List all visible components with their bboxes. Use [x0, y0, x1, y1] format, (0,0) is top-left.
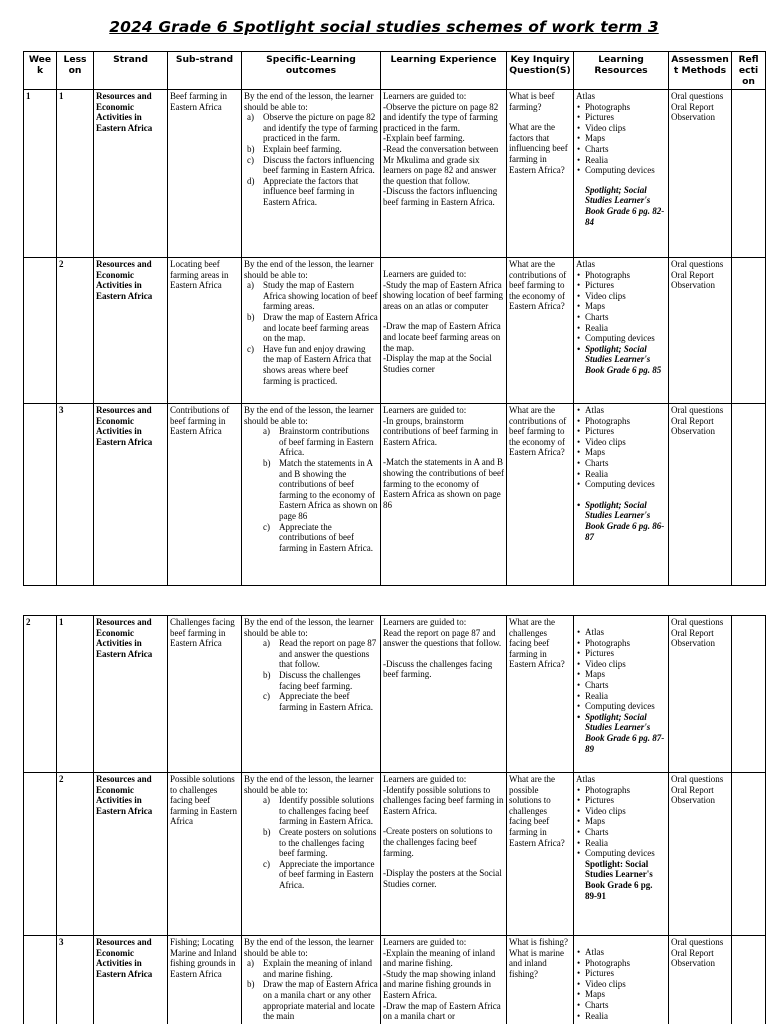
experience-cell — [381, 773, 507, 936]
header-key-question: Key Inquiry Question(S) — [507, 52, 574, 90]
resource-item: • Photographs — [585, 416, 666, 427]
assessment-item: Observation — [671, 638, 715, 649]
assessment-item: Observation — [671, 426, 715, 437]
resources-cell — [574, 90, 669, 258]
outcomes-cell — [242, 616, 381, 773]
substrand-cell: Challenges facing beef farming in Eastern Africa — [168, 616, 242, 773]
reflection-cell — [732, 936, 766, 1024]
outcome-item: Brainstorm contributions of beef farming in Eastern Africa. — [279, 426, 374, 458]
resource-item: • Maps — [585, 989, 666, 1000]
assessment-cell — [669, 258, 732, 404]
resource-item: • Computing devices — [585, 848, 666, 859]
assessment-item: Oral questions — [671, 774, 724, 784]
assessment-item: Observation — [671, 958, 715, 969]
strand-cell: Resources and Economic Activities in Eastern Africa — [94, 773, 168, 936]
key-question: What are the factors that influencing beef farming in Eastern Africa? — [509, 122, 568, 175]
substrand-cell: Contributions of beef farming in Eastern Africa — [168, 404, 242, 586]
experience-item: -In groups, brainstorm contributions of beef farming in Eastern Africa. — [383, 415, 498, 447]
assessment-cell — [669, 936, 732, 1024]
experience-intro: Learners are guided to: — [383, 617, 467, 627]
textbook-reference: • Spotlight; Social Studies Learner's Book Grade 6 pg. 87-89 — [585, 712, 666, 754]
experience-intro: Learners are guided to: — [383, 774, 467, 784]
resource-item: • Atlas — [585, 405, 666, 416]
key-question-cell — [507, 258, 574, 404]
outcome-item: Create posters on solutions to the challenges facing beef farming. — [279, 826, 377, 859]
outcome-item: Appreciate the factors that influence beef farming in Eastern Africa. — [263, 175, 359, 207]
resource-item: • Photographs — [585, 270, 666, 281]
resource-item: • Pictures — [585, 426, 666, 437]
reflection-cell — [732, 404, 766, 586]
header-assessment: Assessmen t Methods — [669, 52, 732, 90]
outcome-item: Read the report on page 87 and answer the questions that follow. — [279, 638, 377, 670]
lesson-cell: 1 — [57, 616, 94, 773]
textbook-reference: • Spotlight; Social Studies Learner's Book Grade 6 pg. 85 — [585, 344, 666, 376]
experience-item: -Discuss the challenges facing beef farming. — [383, 658, 493, 680]
experience-cell — [381, 404, 507, 586]
assessment-item: Observation — [671, 795, 715, 806]
key-question: What is beef farming? — [509, 91, 555, 112]
resource-item: • Pictures — [585, 648, 666, 659]
week-cell: 1 — [24, 90, 57, 258]
lesson-cell: 2 — [57, 773, 94, 936]
assessment-cell — [669, 773, 732, 936]
outcomes-list — [244, 958, 378, 1022]
resource-item: • Photographs — [585, 785, 666, 796]
header-experience: Learning Experience — [381, 52, 507, 90]
substrand-cell: Locating beef farming areas in Eastern Africa — [168, 258, 242, 404]
resources-cell — [574, 773, 669, 936]
resource-item: • Realia — [585, 323, 666, 334]
key-question: What are the contributions of beef farming to the economy of Eastern Africa? — [509, 405, 567, 458]
resource-item: • Photographs — [585, 638, 666, 649]
assessment-item: Oral Report — [671, 627, 714, 638]
textbook-reference: • Spotlight; Social Studies Learner's Book Grade 6 pg. 86-87 — [585, 500, 666, 542]
outcomes-list — [244, 638, 378, 712]
experience-item: -Match the statements in A and B showing the contributions of beef farming to the economy of Eastern Africa as shown on page 86 — [383, 457, 504, 510]
resources-list — [576, 270, 666, 376]
experience-intro: Learners are guided to: — [383, 269, 467, 279]
key-question-cell — [507, 90, 574, 258]
table-row — [24, 773, 766, 936]
experience-cell — [381, 616, 507, 773]
assessment-item: Oral questions — [671, 259, 724, 269]
outcome-item: Appreciate the contributions of beef farming in Eastern Africa. — [279, 521, 373, 553]
strand-cell: Resources and Economic Activities in Eastern Africa — [94, 90, 168, 258]
outcomes-intro: By the end of the lesson, the learner should be able to: — [244, 405, 374, 426]
experience-item: -Explain beef farming. — [383, 133, 465, 144]
outcome-item: Explain the meaning of inland and marine fishing. — [263, 958, 372, 979]
outcome-item: Study the map of Eastern Africa showing location of beef farming areas. — [263, 280, 378, 312]
assessment-item: Oral Report — [671, 101, 714, 112]
key-question-cell — [507, 936, 574, 1024]
outcomes-cell — [242, 90, 381, 258]
assessment-item: Oral Report — [671, 269, 714, 280]
header-resources: Learning Resources — [574, 52, 669, 90]
strand-cell: Resources and Economic Activities in Eastern Africa — [94, 616, 168, 773]
resource-item: • Photographs — [585, 102, 666, 113]
outcomes-list — [244, 112, 378, 207]
outcome-item: Discuss the factors influencing beef farming in Eastern Africa. — [263, 154, 375, 176]
key-question: What is fishing? — [509, 937, 568, 947]
key-question-cell — [507, 404, 574, 586]
experience-intro: Learners are guided to: — [383, 405, 467, 415]
resource-item: • Charts — [585, 827, 666, 838]
outcome-item: Draw the map of Eastern Africa and locate beef farming areas on the map. — [263, 311, 378, 344]
scheme-table-week-2 — [23, 615, 766, 1024]
resource-item: • Realia — [585, 1011, 666, 1022]
assessment-item: Oral questions — [671, 91, 724, 101]
assessment-item: Oral questions — [671, 405, 724, 415]
header-lesson: Less on — [57, 52, 94, 90]
week-cell — [24, 936, 57, 1024]
outcome-item: Appreciate the beef farming in Eastern Africa. — [279, 691, 373, 712]
resource-item: Atlas — [576, 774, 595, 784]
outcomes-intro: By the end of the lesson, the learner should be able to: — [244, 259, 374, 280]
textbook-list — [576, 500, 666, 542]
outcomes-intro: By the end of the lesson, the learner should be able to: — [244, 774, 374, 795]
experience-item: -Study the map showing inland and marine fishing grounds in Eastern Africa. — [383, 968, 496, 1000]
resource-item: • Computing devices — [585, 165, 666, 176]
resource-item: • Realia — [585, 155, 666, 166]
assessment-item: Observation — [671, 112, 715, 123]
resource-item: • Computing devices — [585, 479, 666, 490]
scheme-table-week-1 — [23, 51, 766, 586]
experience-item: -Draw the map of Eastern Africa and locate beef farming areas on the map. — [383, 321, 501, 353]
outcomes-list — [244, 426, 378, 553]
outcomes-list — [244, 795, 378, 890]
resource-item: • Charts — [585, 144, 666, 155]
header-reflection: Refl ecti on — [732, 52, 766, 90]
textbook-reference: Spotlight: Social Studies Learner's Book Grade 6 pg. 89-91 — [585, 858, 653, 901]
resources-list — [576, 405, 666, 490]
experience-item: Read the report on page 87 and answer the questions that follow. — [383, 627, 502, 649]
header-strand: Strand — [94, 52, 168, 90]
experience-item: -Read the conversation between Mr Mkulima and grade six learners on page 82 and answer the question that follow. — [383, 143, 499, 186]
assessment-item: Oral questions — [671, 617, 724, 627]
experience-cell — [381, 90, 507, 258]
table-row — [24, 404, 766, 586]
experience-cell — [381, 258, 507, 404]
resource-item: • Computing devices — [585, 701, 666, 712]
resource-item: • Maps — [585, 133, 666, 144]
header-outcomes: Specific-Learning outcomes — [242, 52, 381, 90]
week-cell — [24, 773, 57, 936]
resource-item: Atlas — [576, 259, 595, 269]
key-question: What are the challenges facing beef farming in Eastern Africa? — [509, 617, 565, 670]
outcome-item: Identify possible solutions to challenges facing beef farming in Eastern Africa. — [279, 795, 374, 827]
substrand-cell: Fishing; Locating Marine and Inland fishing grounds in Eastern Africa — [168, 936, 242, 1024]
week-cell — [24, 404, 57, 586]
key-question: What is marine and inland fishing? — [509, 947, 564, 979]
resource-item: • Charts — [585, 458, 666, 469]
resource-item: • Video clips — [585, 659, 666, 670]
lesson-cell: 2 — [57, 258, 94, 404]
reflection-cell — [732, 616, 766, 773]
resource-item: • Realia — [585, 469, 666, 480]
resource-item: • Maps — [585, 669, 666, 680]
assessment-cell — [669, 616, 732, 773]
key-question: What are the contributions of beef farming to the economy of Eastern Africa? — [509, 259, 567, 312]
experience-intro: Learners are guided to: — [383, 91, 467, 101]
table-row — [24, 616, 766, 773]
resource-item: • Pictures — [585, 112, 666, 123]
experience-item: -Create posters on solutions to the challenges facing beef farming. — [383, 826, 493, 858]
strand-cell: Resources and Economic Activities in Eastern Africa — [94, 404, 168, 586]
outcomes-cell — [242, 773, 381, 936]
textbook-reference: Spotlight; Social Studies Learner's Book Grade 6 pg. 82-84 — [585, 184, 665, 227]
resources-cell — [574, 404, 669, 586]
week-cell: 2 — [24, 616, 57, 773]
resource-item: • Realia — [585, 838, 666, 849]
header-week: Wee k — [24, 52, 57, 90]
resource-item: • Maps — [585, 301, 666, 312]
resource-item: • Computing devices — [585, 333, 666, 344]
experience-item: -Study the map of Eastern Africa showing location of beef farming areas on an atlas or computer — [383, 279, 503, 311]
experience-item: -Observe the picture on page 82 and identify the type of farming practiced in the farm. — [383, 101, 499, 133]
resource-item: Atlas — [576, 91, 595, 101]
experience-item: -Display the map at the Social Studies corner — [383, 353, 492, 374]
resource-item: • Pictures — [585, 968, 666, 979]
experience-item: -Display the posters at the Social Studies corner. — [383, 868, 502, 889]
resource-item: • Video clips — [585, 979, 666, 990]
assessment-item: Observation — [671, 280, 715, 291]
strand-cell: Resources and Economic Activities in Eastern Africa — [94, 936, 168, 1024]
resource-item: • Video clips — [585, 437, 666, 448]
substrand-cell: Beef farming in Eastern Africa — [168, 90, 242, 258]
strand-cell: Resources and Economic Activities in Eastern Africa — [94, 258, 168, 404]
key-question: What are the possible solutions to challenges facing beef farming in Eastern Africa? — [509, 774, 565, 848]
resources-list — [576, 947, 666, 1021]
resources-cell — [574, 258, 669, 404]
table-header-row — [24, 52, 766, 90]
outcomes-intro: By the end of the lesson, the learner should be able to: — [244, 937, 374, 958]
assessment-item: Oral Report — [671, 784, 714, 795]
resource-item: • Maps — [585, 816, 666, 827]
experience-cell — [381, 936, 507, 1024]
resources-list — [576, 102, 666, 176]
resources-list — [576, 627, 666, 754]
outcomes-cell — [242, 258, 381, 404]
outcome-item: Appreciate the importance of beef farming in Eastern Africa. — [279, 858, 375, 890]
resources-cell — [574, 936, 669, 1024]
outcomes-intro: By the end of the lesson, the learner should be able to: — [244, 91, 374, 112]
reflection-cell — [732, 258, 766, 404]
table-row — [24, 936, 766, 1024]
experience-item: -Explain the meaning of inland and marine fishing. — [383, 947, 495, 969]
outcome-item: Explain beef farming. — [263, 143, 342, 154]
resource-item: • Atlas — [585, 627, 666, 638]
table-row — [24, 258, 766, 404]
resource-item: • Video clips — [585, 806, 666, 817]
substrand-cell: Possible solutions to challenges facing beef farming in Eastern Africa — [168, 773, 242, 936]
table-row — [24, 90, 766, 258]
outcome-item: Have fun and enjoy drawing the map of Eastern Africa that shows areas where beef farming is practiced. — [263, 343, 372, 386]
lesson-cell: 3 — [57, 936, 94, 1024]
outcome-item: Match the statements in A and B showing the contributions of beef farming to the economy of Eastern Africa as shown on page 86 — [279, 457, 378, 521]
resources-list — [576, 785, 666, 859]
resource-item: • Pictures — [585, 280, 666, 291]
experience-intro: Learners are guided to: — [383, 937, 467, 947]
resources-cell — [574, 616, 669, 773]
outcomes-cell — [242, 404, 381, 586]
resource-item: • Charts — [585, 1000, 666, 1011]
outcomes-list — [244, 280, 378, 386]
key-question-cell — [507, 616, 574, 773]
outcome-item: Draw the map of Eastern Africa on a manila chart or any other appropriate material and locate the main — [263, 979, 378, 1022]
outcome-item: Discuss the challenges facing beef farming. — [279, 669, 361, 691]
resource-item: • Maps — [585, 447, 666, 458]
lesson-cell: 3 — [57, 404, 94, 586]
outcomes-intro: By the end of the lesson, the learner should be able to: — [244, 617, 374, 638]
experience-item: -Discuss the factors influencing beef farming in Eastern Africa. — [383, 186, 498, 207]
assessment-item: Oral Report — [671, 415, 714, 426]
resource-item: • Video clips — [585, 123, 666, 134]
assessment-item: Oral questions — [671, 937, 724, 947]
key-question-cell — [507, 773, 574, 936]
assessment-cell — [669, 404, 732, 586]
assessment-cell — [669, 90, 732, 258]
resource-item: • Realia — [585, 691, 666, 702]
reflection-cell — [732, 773, 766, 936]
resource-item: • Charts — [585, 680, 666, 691]
lesson-cell: 1 — [57, 90, 94, 258]
resource-item: • Pictures — [585, 795, 666, 806]
resource-item: • Atlas — [585, 947, 666, 958]
experience-item: -Draw the map of Eastern Africa on a manila chart or — [383, 1000, 501, 1022]
assessment-item: Oral Report — [671, 947, 714, 958]
outcome-item: Observe the picture on page 82 and identify the type of farming practiced in the farm. — [263, 112, 378, 144]
outcomes-cell — [242, 936, 381, 1024]
resource-item: • Photographs — [585, 958, 666, 969]
resource-item: • Video clips — [585, 291, 666, 302]
week-cell — [24, 258, 57, 404]
document-title: 2024 Grade 6 Spotlight social studies schemes of work term 3 — [109, 18, 659, 36]
resource-item: • Charts — [585, 312, 666, 323]
reflection-cell — [732, 90, 766, 258]
experience-item: -Identify possible solutions to challenges facing beef farming in Eastern Africa. — [383, 784, 504, 816]
header-substrand: Sub-strand — [168, 52, 242, 90]
